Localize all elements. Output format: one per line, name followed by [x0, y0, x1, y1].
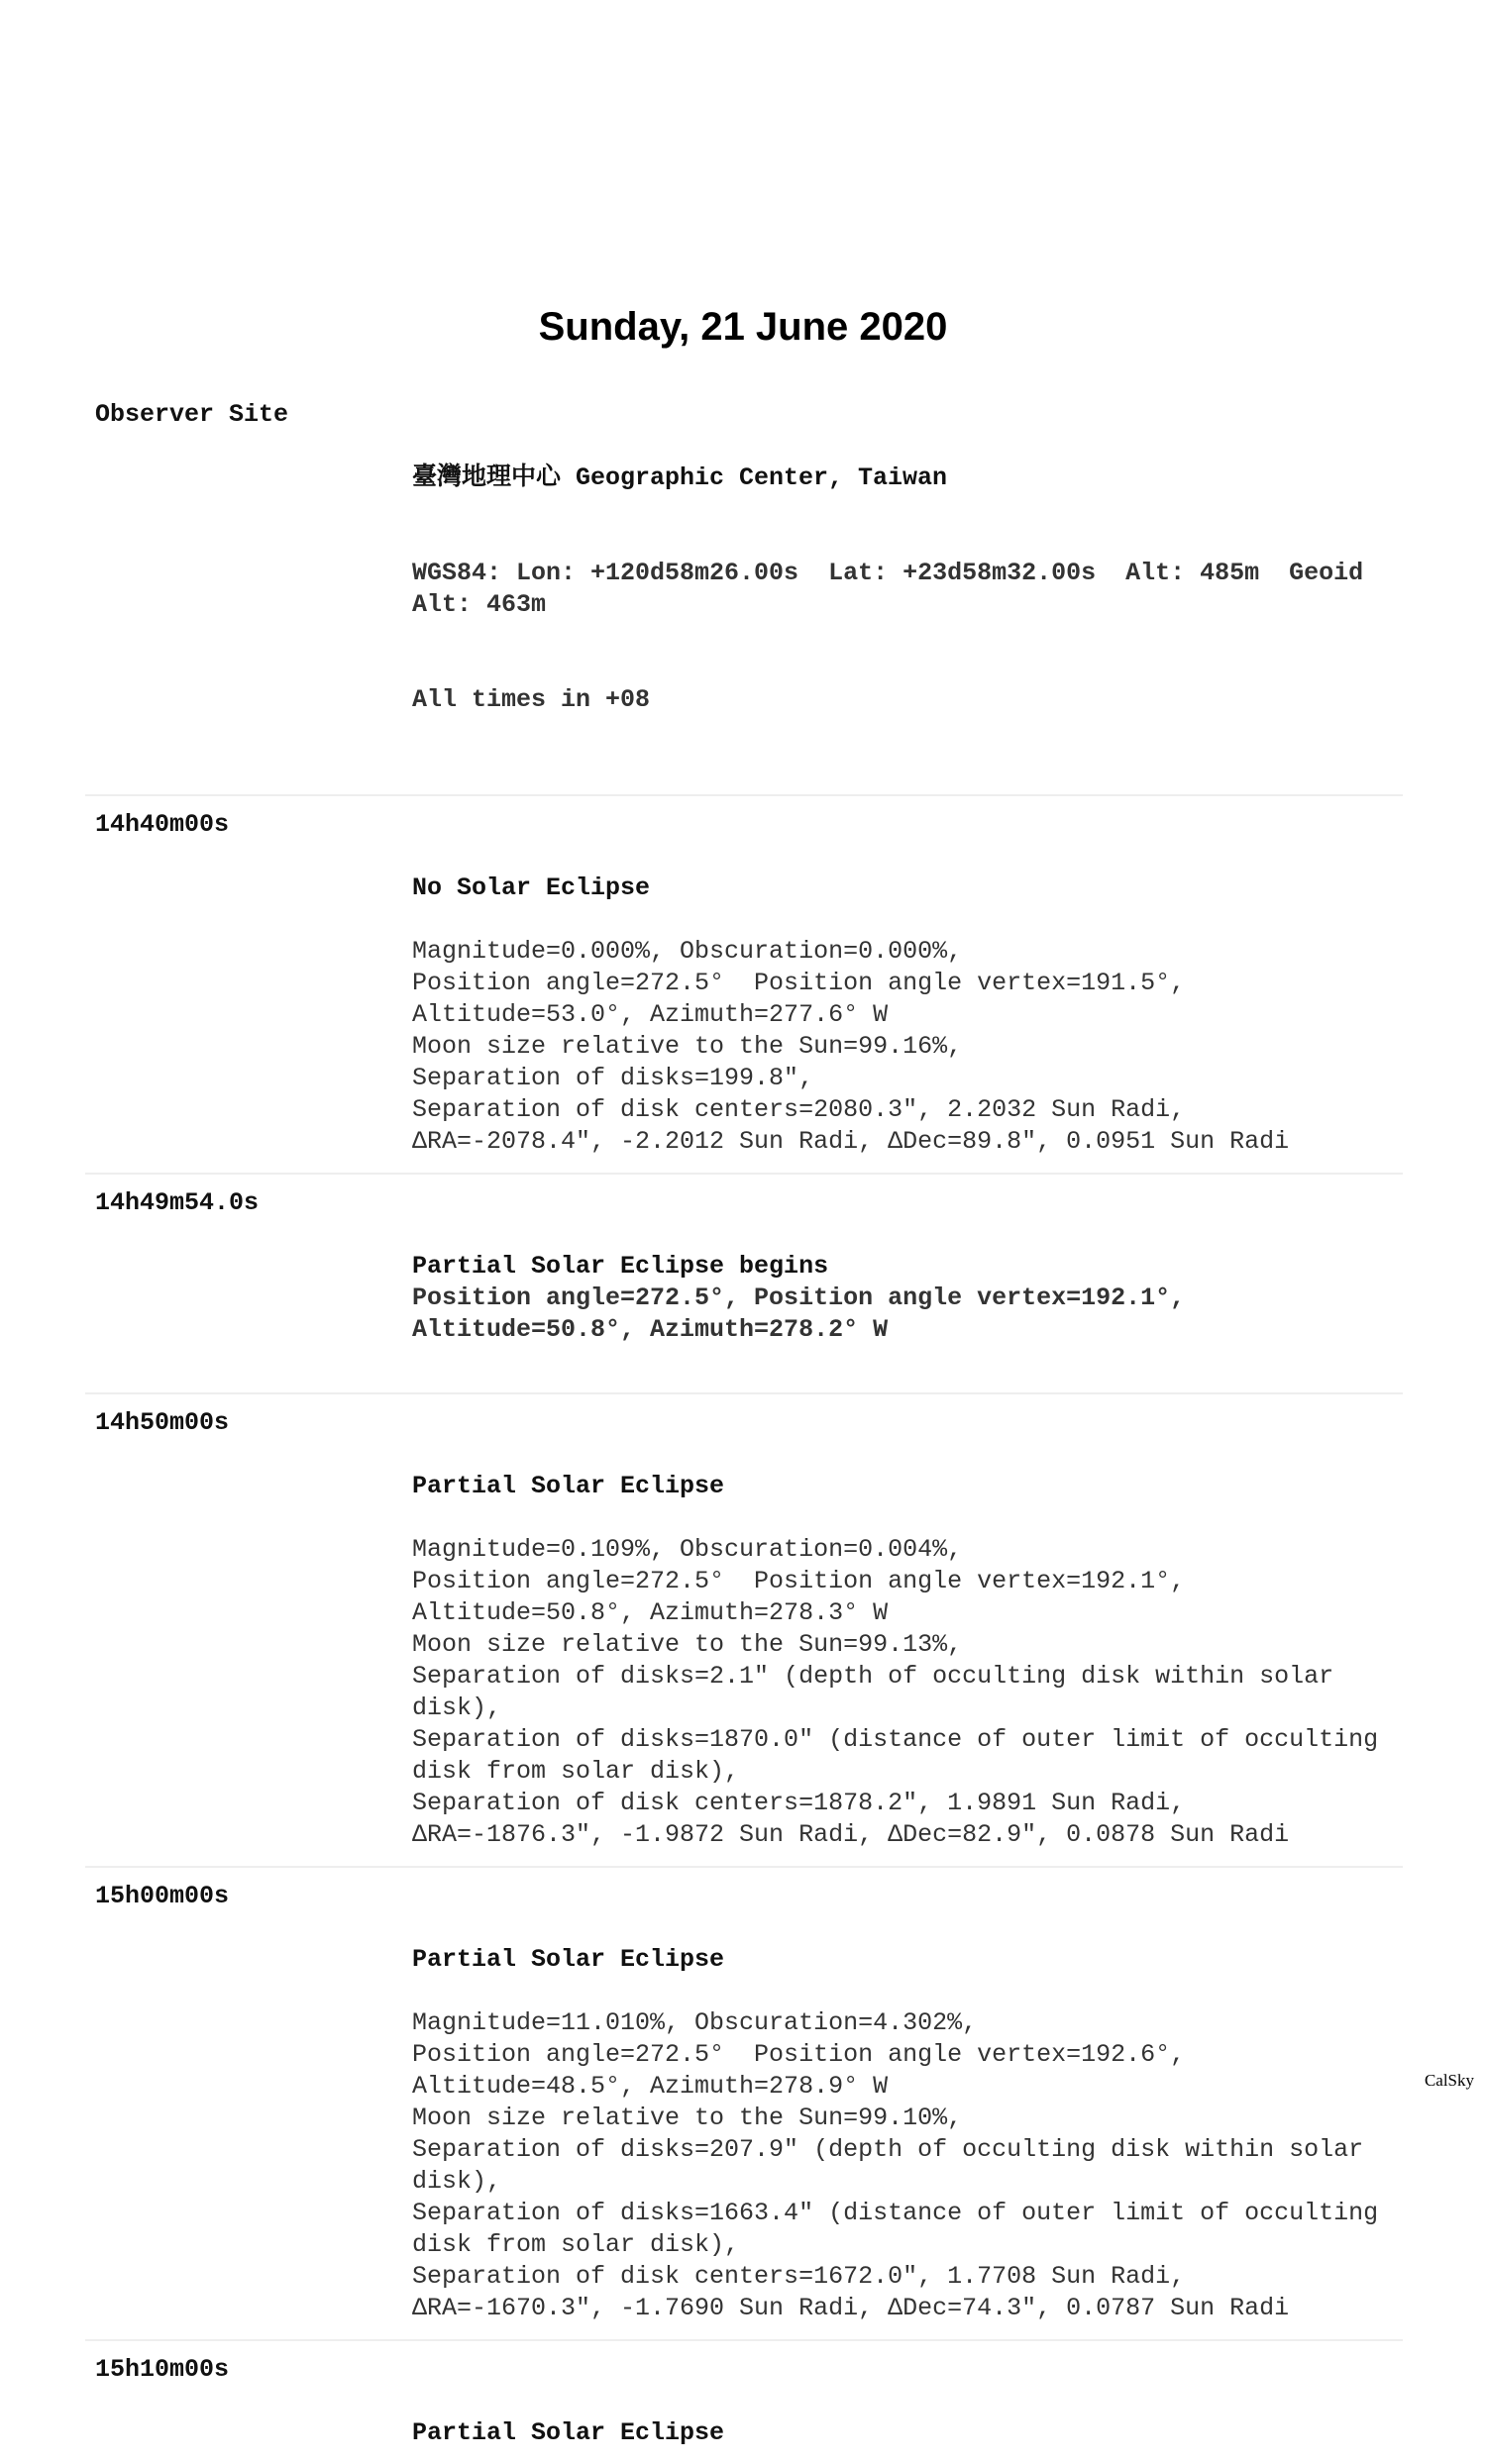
event-time: 14h49m54.0s	[95, 1188, 260, 1217]
event-line: Magnitude=0.000%, Obscuration=0.000%,	[412, 937, 963, 966]
event-details	[412, 2354, 1403, 2449]
event-heading: Partial Solar Eclipse	[412, 1945, 725, 1974]
event-row	[85, 1175, 1403, 1394]
event-line: Altitude=50.8°, Azimuth=278.2° W	[412, 1315, 889, 1344]
event-line: Separation of disks=2.1" (depth of occulting disk within solar disk),	[412, 1662, 1349, 1722]
observer-label: Observer Site	[95, 400, 289, 429]
event-line: Altitude=50.8°, Azimuth=278.3° W	[412, 1598, 889, 1627]
event-details	[412, 809, 1403, 1158]
observer-info	[412, 399, 1403, 779]
event-details	[412, 1881, 1403, 2324]
event-line: Separation of disk centers=1878.2", 1.9891 Sun Radi,	[412, 1789, 1186, 1817]
event-row	[85, 2341, 1403, 2464]
event-line: Moon size relative to the Sun=99.16%,	[412, 1032, 963, 1061]
event-heading: Partial Solar Eclipse begins	[412, 1252, 829, 1281]
observer-timezone: All times in +08	[412, 685, 651, 714]
event-row	[85, 796, 1403, 1175]
event-time: 14h50m00s	[95, 1408, 230, 1437]
event-line: Moon size relative to the Sun=99.13%,	[412, 1630, 963, 1659]
page-title: Sunday, 21 June 2020	[538, 305, 948, 349]
event-line: ΔRA=-1876.3", -1.9872 Sun Radi, ΔDec=82.9", 0.0878 Sun Radi	[412, 1820, 1290, 1849]
event-line: Separation of disks=199.8",	[412, 1064, 814, 1092]
event-heading: Partial Solar Eclipse	[412, 2418, 725, 2447]
observer-coords: WGS84: Lon: +120d58m26.00s Lat: +23d58m32.00s Alt: 485m Geoid Alt: 463m	[412, 559, 1379, 619]
event-time: 15h10m00s	[95, 2355, 230, 2384]
event-line: Magnitude=11.010%, Obscuration=4.302%,	[412, 2008, 978, 2037]
event-row	[85, 1868, 1403, 2341]
event-line: Separation of disks=1663.4" (distance of outer limit of occulting disk from solar disk),	[412, 2199, 1394, 2259]
event-line: Position angle=272.5° Position angle vertex=192.6°,	[412, 2040, 1186, 2069]
event-line: Separation of disk centers=2080.3", 2.2032 Sun Radi,	[412, 1095, 1186, 1124]
event-details	[412, 1407, 1403, 1851]
event-line: Separation of disk centers=1672.0", 1.7708 Sun Radi,	[412, 2262, 1186, 2291]
event-line: Position angle=272.5° Position angle vertex=192.1°,	[412, 1567, 1186, 1595]
event-line: ΔRA=-1670.3", -1.7690 Sun Radi, ΔDec=74.3", 0.0787 Sun Radi	[412, 2294, 1290, 2322]
event-line: Position angle=272.5° Position angle vertex=191.5°,	[412, 969, 1186, 997]
event-time: 14h40m00s	[95, 810, 230, 839]
event-row	[85, 1394, 1403, 1868]
observer-site-name: 臺灣地理中心 Geographic Center, Taiwan	[412, 463, 948, 492]
event-line: ΔRA=-2078.4", -2.2012 Sun Radi, ΔDec=89.8", 0.0951 Sun Radi	[412, 1127, 1290, 1156]
event-heading: Partial Solar Eclipse	[412, 1472, 725, 1500]
event-line: Moon size relative to the Sun=99.10%,	[412, 2104, 963, 2132]
event-line: Position angle=272.5°, Position angle vertex=192.1°,	[412, 1283, 1186, 1312]
event-time: 15h00m00s	[95, 1882, 230, 1910]
event-line: Separation of disks=1870.0" (distance of outer limit of occulting disk from solar disk),	[412, 1725, 1394, 1786]
event-line: Separation of disks=207.9" (depth of occulting disk within solar disk),	[412, 2135, 1379, 2196]
event-line: Altitude=53.0°, Azimuth=277.6° W	[412, 1000, 889, 1029]
event-line: Magnitude=0.109%, Obscuration=0.004%,	[412, 1535, 963, 1564]
eclipse-table	[85, 386, 1403, 2464]
event-heading: No Solar Eclipse	[412, 873, 651, 902]
event-line: Altitude=48.5°, Azimuth=278.9° W	[412, 2072, 889, 2101]
event-details	[412, 1187, 1403, 1378]
observer-row	[85, 386, 1403, 796]
calsky-logo: CalSky	[1424, 2071, 1474, 2090]
